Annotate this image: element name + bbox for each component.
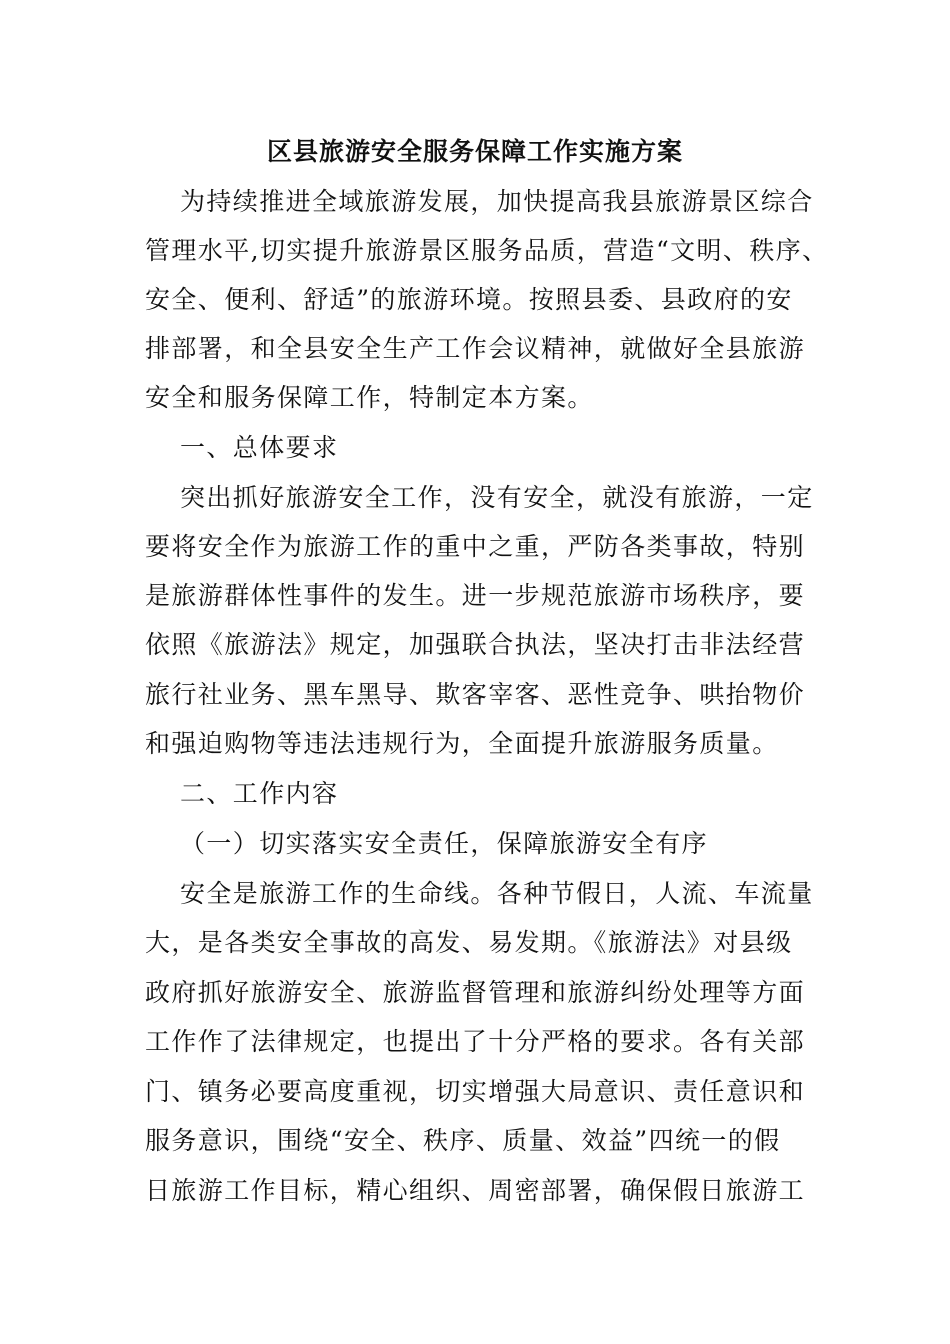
text-line: 政府抓好旅游安全、旅游监督管理和旅游纠纷处理等方面 [145,978,806,1007]
text-line: 和强迫购物等违法违规行为，全面提升旅游服务质量。 [145,729,779,758]
text-line: 依照《旅游法》规定，加强联合执法，坚决打击非法经营 [145,630,806,659]
section-heading-1: 一、总体要求 [180,433,339,462]
text-line: 大，是各类安全事故的高发、易发期。《旅游法》对县级 [145,928,793,957]
text-line: 工作作了法律规定，也提出了十分严格的要求。各有关部 [145,1027,806,1056]
text-line: 安全是旅游工作的生命线。各种节假日，人流、车流量 [180,879,814,908]
text-line: 要将安全作为旅游工作的重中之重，严防各类事故，特别 [145,532,806,561]
section-heading-2: 二、工作内容 [180,779,339,808]
text-line: 排部署，和全县安全生产工作会议精神，就做好全县旅游 [145,334,806,363]
text-line: 旅行社业务、黑车黑导、欺客宰客、恶性竞争、哄抬物价 [145,680,806,709]
text-line: 突出抓好旅游安全工作，没有安全，就没有旅游，一定 [180,483,814,512]
text-line: 安全、便利、舒适”的旅游环境。按照县委、县政府的安 [145,285,793,314]
text-line: 管理水平,切实提升旅游景区服务品质，营造“文明、秩序、 [145,236,829,265]
text-line: 日旅游工作目标，精心组织、周密部署，确保假日旅游工 [145,1176,806,1205]
text-line: 是旅游群体性事件的发生。进一步规范旅游市场秩序，要 [145,581,806,610]
text-line: 服务意识，围绕“安全、秩序、质量、效益”四统一的假 [145,1126,781,1155]
document-title: 区县旅游安全服务保障工作实施方案 [266,137,683,166]
text-line: 为持续推进全域旅游发展，加快提高我县旅游景区综合 [180,187,814,216]
subsection-heading-1: （一）切实落实安全责任，保障旅游安全有序 [180,829,709,858]
text-line: 门、镇务必要高度重视，切实增强大局意识、责任意识和 [145,1077,806,1106]
text-line: 安全和服务保障工作，特制定本方案。 [145,383,594,412]
